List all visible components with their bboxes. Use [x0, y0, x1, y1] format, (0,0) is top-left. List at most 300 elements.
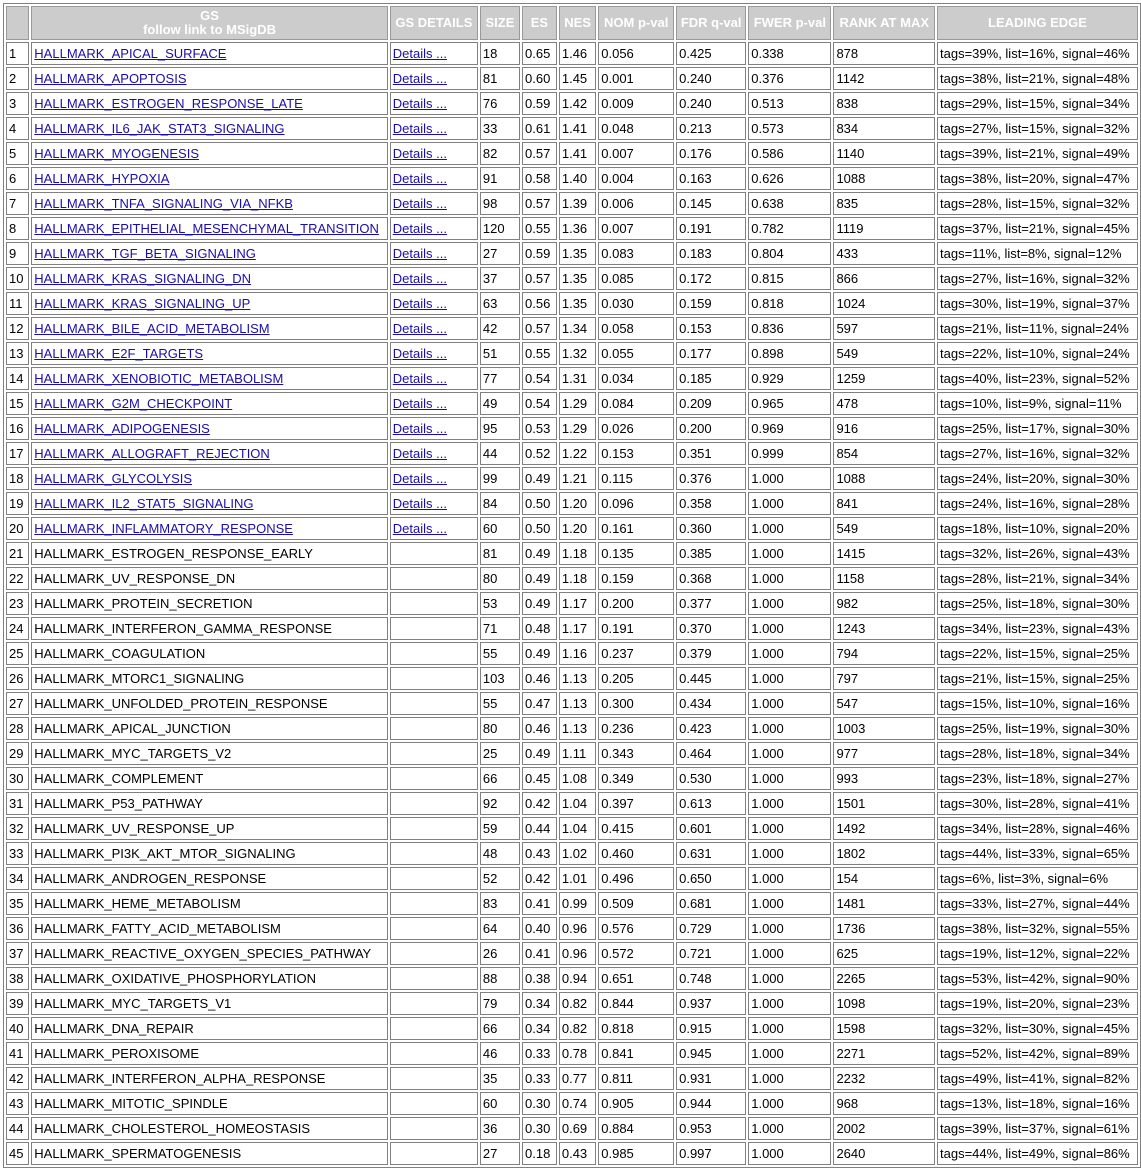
row-index: 7 [6, 192, 29, 215]
nes-cell: 1.22 [559, 442, 596, 465]
es-cell: 0.55 [522, 342, 557, 365]
leading-edge-cell: tags=25%, list=18%, signal=30% [937, 592, 1138, 615]
nes-cell: 1.40 [559, 167, 596, 190]
gene-set-link[interactable]: HALLMARK_BILE_ACID_METABOLISM [34, 321, 270, 336]
es-cell: 0.18 [522, 1142, 557, 1165]
gene-set-name-cell [31, 42, 387, 65]
gene-set-name: HALLMARK_SPERMATOGENESIS [34, 1146, 242, 1161]
gs-details-cell [390, 692, 478, 715]
size-cell: 92 [480, 792, 520, 815]
leading-edge-cell: tags=23%, list=18%, signal=27% [937, 767, 1138, 790]
rank-at-max-cell: 1158 [833, 567, 935, 590]
fdr-qval-cell: 0.944 [676, 1092, 746, 1115]
row-index: 2 [6, 67, 29, 90]
fwer-pval-cell: 1.000 [748, 817, 831, 840]
size-cell: 88 [480, 967, 520, 990]
details-link[interactable]: Details ... [392, 396, 447, 411]
leading-edge-cell: tags=24%, list=20%, signal=30% [937, 467, 1138, 490]
gene-set-name-cell [31, 1017, 387, 1040]
gene-set-link[interactable]: HALLMARK_APICAL_SURFACE [34, 46, 227, 61]
table-row [6, 267, 1138, 290]
fdr-qval-cell: 0.209 [676, 392, 746, 415]
details-link[interactable]: Details ... [392, 271, 447, 286]
nes-cell: 1.45 [559, 67, 596, 90]
table-row [6, 817, 1138, 840]
fwer-pval-cell: 1.000 [748, 492, 831, 515]
size-cell: 120 [480, 217, 520, 240]
fwer-pval-cell: 1.000 [748, 542, 831, 565]
es-cell: 0.65 [522, 42, 557, 65]
leading-edge-cell: tags=44%, list=33%, signal=65% [937, 842, 1138, 865]
row-index: 31 [6, 792, 29, 815]
gene-set-name-cell [31, 442, 387, 465]
es-cell: 0.45 [522, 767, 557, 790]
row-index: 5 [6, 142, 29, 165]
row-index: 36 [6, 917, 29, 940]
gene-set-name: HALLMARK_INTERFERON_GAMMA_RESPONSE [34, 621, 332, 636]
nom-pval-cell: 0.300 [598, 692, 674, 715]
row-index: 32 [6, 817, 29, 840]
nom-pval-cell: 0.415 [598, 817, 674, 840]
gene-set-link[interactable]: HALLMARK_IL2_STAT5_SIGNALING [34, 496, 254, 511]
row-index: 1 [6, 42, 29, 65]
leading-edge-cell: tags=10%, list=9%, signal=11% [937, 392, 1138, 415]
details-link[interactable]: Details ... [392, 246, 447, 261]
gs-details-cell [390, 617, 478, 640]
leading-edge-cell: tags=21%, list=11%, signal=24% [937, 317, 1138, 340]
leading-edge-cell: tags=37%, list=21%, signal=45% [937, 217, 1138, 240]
fdr-qval-cell: 0.748 [676, 967, 746, 990]
nes-cell: 0.43 [559, 1142, 596, 1165]
leading-edge-cell: tags=44%, list=49%, signal=86% [937, 1142, 1138, 1165]
leading-edge-cell: tags=38%, list=21%, signal=48% [937, 67, 1138, 90]
es-cell: 0.49 [522, 467, 557, 490]
size-cell: 64 [480, 917, 520, 940]
details-link[interactable]: Details ... [392, 371, 447, 386]
gs-details-cell [390, 642, 478, 665]
es-cell: 0.55 [522, 217, 557, 240]
es-cell: 0.46 [522, 667, 557, 690]
row-index: 3 [6, 92, 29, 115]
gs-details-cell [390, 942, 478, 965]
fdr-qval-cell: 0.172 [676, 267, 746, 290]
gene-set-name: HALLMARK_ANDROGEN_RESPONSE [34, 871, 267, 886]
es-cell: 0.42 [522, 792, 557, 815]
gene-set-name: HALLMARK_UV_RESPONSE_DN [34, 571, 236, 586]
fwer-pval-cell: 0.782 [748, 217, 831, 240]
nom-pval-cell: 0.205 [598, 667, 674, 690]
es-cell: 0.30 [522, 1092, 557, 1115]
rank-at-max-cell: 2640 [833, 1142, 935, 1165]
row-index: 34 [6, 867, 29, 890]
fdr-qval-cell: 0.159 [676, 292, 746, 315]
nes-cell: 1.13 [559, 692, 596, 715]
size-cell: 46 [480, 1042, 520, 1065]
details-link[interactable]: Details ... [392, 421, 447, 436]
nes-cell: 1.13 [559, 717, 596, 740]
gene-set-name-cell [31, 1117, 387, 1140]
gs-details-cell [390, 967, 478, 990]
table-row [6, 67, 1138, 90]
nom-pval-cell: 0.811 [598, 1067, 674, 1090]
leading-edge-cell: tags=33%, list=27%, signal=44% [937, 892, 1138, 915]
gs-details-cell [390, 67, 478, 90]
gs-details-cell [390, 292, 478, 315]
size-cell: 44 [480, 442, 520, 465]
table-row [6, 542, 1138, 565]
nom-pval-cell: 0.007 [598, 217, 674, 240]
rank-at-max-cell: 834 [833, 117, 935, 140]
gene-set-name-cell [31, 417, 387, 440]
gs-details-cell [390, 42, 478, 65]
rank-at-max-cell: 1142 [833, 67, 935, 90]
fdr-qval-cell: 0.631 [676, 842, 746, 865]
fwer-pval-cell: 0.338 [748, 42, 831, 65]
nes-cell: 1.42 [559, 92, 596, 115]
leading-edge-cell: tags=30%, list=19%, signal=37% [937, 292, 1138, 315]
gene-set-link[interactable]: HALLMARK_GLYCOLYSIS [34, 471, 193, 486]
table-row [6, 767, 1138, 790]
table-row [6, 242, 1138, 265]
gene-set-name-cell [31, 667, 387, 690]
nom-pval-cell: 0.096 [598, 492, 674, 515]
fdr-qval-cell: 0.370 [676, 617, 746, 640]
gene-set-link[interactable]: HALLMARK_ALLOGRAFT_REJECTION [34, 446, 270, 461]
nes-cell: 1.29 [559, 417, 596, 440]
header-fdr-qval: FDR q-val [676, 6, 746, 40]
gene-set-link[interactable]: HALLMARK_TNFA_SIGNALING_VIA_NFKB [34, 196, 293, 211]
gs-details-cell [390, 92, 478, 115]
nes-cell: 0.82 [559, 992, 596, 1015]
table-row [6, 117, 1138, 140]
table-row [6, 567, 1138, 590]
fdr-qval-cell: 0.650 [676, 867, 746, 890]
size-cell: 25 [480, 742, 520, 765]
details-link[interactable]: Details ... [392, 496, 447, 511]
gene-set-link[interactable]: HALLMARK_ADIPOGENESIS [34, 421, 210, 436]
es-cell: 0.54 [522, 367, 557, 390]
fwer-pval-cell: 1.000 [748, 1042, 831, 1065]
header-nes: NES [559, 6, 596, 40]
gene-set-link[interactable]: HALLMARK_XENOBIOTIC_METABOLISM [34, 371, 284, 386]
fdr-qval-cell: 0.434 [676, 692, 746, 715]
nes-cell: 0.69 [559, 1117, 596, 1140]
fdr-qval-cell: 0.185 [676, 367, 746, 390]
gene-set-name-cell [31, 942, 387, 965]
fdr-qval-cell: 0.379 [676, 642, 746, 665]
gene-set-name-cell [31, 792, 387, 815]
size-cell: 27 [480, 242, 520, 265]
details-link[interactable]: Details ... [392, 321, 447, 336]
fdr-qval-cell: 0.729 [676, 917, 746, 940]
nom-pval-cell: 0.200 [598, 592, 674, 615]
details-link[interactable]: Details ... [392, 171, 447, 186]
table-row [6, 142, 1138, 165]
rank-at-max-cell: 2232 [833, 1067, 935, 1090]
es-cell: 0.41 [522, 892, 557, 915]
leading-edge-cell: tags=19%, list=12%, signal=22% [937, 942, 1138, 965]
table-row [6, 342, 1138, 365]
gene-set-name: HALLMARK_PROTEIN_SECRETION [34, 596, 253, 611]
nes-cell: 1.08 [559, 767, 596, 790]
es-cell: 0.50 [522, 492, 557, 515]
table-row [6, 417, 1138, 440]
fwer-pval-cell: 1.000 [748, 1067, 831, 1090]
nom-pval-cell: 0.191 [598, 617, 674, 640]
fwer-pval-cell: 0.804 [748, 242, 831, 265]
table-row [6, 192, 1138, 215]
rank-at-max-cell: 993 [833, 767, 935, 790]
row-index: 4 [6, 117, 29, 140]
fwer-pval-cell: 1.000 [748, 1142, 831, 1165]
leading-edge-cell: tags=28%, list=15%, signal=32% [937, 192, 1138, 215]
leading-edge-cell: tags=49%, list=41%, signal=82% [937, 1067, 1138, 1090]
rank-at-max-cell: 2002 [833, 1117, 935, 1140]
rank-at-max-cell: 1098 [833, 992, 935, 1015]
fdr-qval-cell: 0.931 [676, 1067, 746, 1090]
fwer-pval-cell: 0.815 [748, 267, 831, 290]
fwer-pval-cell: 0.965 [748, 392, 831, 415]
leading-edge-cell: tags=18%, list=10%, signal=20% [937, 517, 1138, 540]
es-cell: 0.59 [522, 242, 557, 265]
nes-cell: 1.21 [559, 467, 596, 490]
table-row [6, 792, 1138, 815]
size-cell: 95 [480, 417, 520, 440]
fdr-qval-cell: 0.721 [676, 942, 746, 965]
details-link[interactable]: Details ... [392, 221, 447, 236]
es-cell: 0.57 [522, 267, 557, 290]
nes-cell: 1.16 [559, 642, 596, 665]
gene-set-name-cell [31, 217, 387, 240]
nom-pval-cell: 0.085 [598, 267, 674, 290]
nes-cell: 1.32 [559, 342, 596, 365]
fwer-pval-cell: 0.513 [748, 92, 831, 115]
details-link[interactable]: Details ... [392, 446, 447, 461]
gene-set-link[interactable]: HALLMARK_MYOGENESIS [34, 146, 200, 161]
fwer-pval-cell: 0.929 [748, 367, 831, 390]
gs-details-cell [390, 242, 478, 265]
size-cell: 33 [480, 117, 520, 140]
rank-at-max-cell: 1088 [833, 467, 935, 490]
row-index: 40 [6, 1017, 29, 1040]
gene-set-link[interactable]: HALLMARK_IL6_JAK_STAT3_SIGNALING [34, 121, 285, 136]
table-row [6, 392, 1138, 415]
nom-pval-cell: 0.153 [598, 442, 674, 465]
rank-at-max-cell: 835 [833, 192, 935, 215]
gene-set-link[interactable]: HALLMARK_APOPTOSIS [34, 71, 187, 86]
es-cell: 0.57 [522, 317, 557, 340]
gene-set-name-cell [31, 242, 387, 265]
row-index: 37 [6, 942, 29, 965]
fdr-qval-cell: 0.945 [676, 1042, 746, 1065]
es-cell: 0.57 [522, 142, 557, 165]
gs-details-cell [390, 917, 478, 940]
leading-edge-cell: tags=39%, list=21%, signal=49% [937, 142, 1138, 165]
gs-details-cell [390, 267, 478, 290]
es-cell: 0.40 [522, 917, 557, 940]
nom-pval-cell: 0.055 [598, 342, 674, 365]
leading-edge-cell: tags=13%, list=18%, signal=16% [937, 1092, 1138, 1115]
nes-cell: 1.41 [559, 117, 596, 140]
gs-details-cell [390, 142, 478, 165]
leading-edge-cell: tags=28%, list=18%, signal=34% [937, 742, 1138, 765]
gs-details-cell [390, 1117, 478, 1140]
leading-edge-cell: tags=38%, list=32%, signal=55% [937, 917, 1138, 940]
gene-set-link[interactable]: HALLMARK_ESTROGEN_RESPONSE_LATE [34, 96, 303, 111]
row-index: 38 [6, 967, 29, 990]
es-cell: 0.46 [522, 717, 557, 740]
nom-pval-cell: 0.034 [598, 367, 674, 390]
leading-edge-cell: tags=39%, list=37%, signal=61% [937, 1117, 1138, 1140]
table-row [6, 967, 1138, 990]
gs-details-cell [390, 1042, 478, 1065]
details-link[interactable]: Details ... [392, 346, 447, 361]
rank-at-max-cell: 478 [833, 392, 935, 415]
gs-details-cell [390, 492, 478, 515]
gene-set-name: HALLMARK_MITOTIC_SPINDLE [34, 1096, 228, 1111]
header-size: SIZE [480, 6, 520, 40]
gs-details-cell [390, 417, 478, 440]
nom-pval-cell: 0.006 [598, 192, 674, 215]
table-row [6, 442, 1138, 465]
size-cell: 99 [480, 467, 520, 490]
fdr-qval-cell: 0.176 [676, 142, 746, 165]
row-index: 9 [6, 242, 29, 265]
rank-at-max-cell: 1736 [833, 917, 935, 940]
rank-at-max-cell: 2265 [833, 967, 935, 990]
details-link[interactable]: Details ... [392, 296, 447, 311]
gene-set-name: HALLMARK_PI3K_AKT_MTOR_SIGNALING [34, 846, 296, 861]
gene-set-link[interactable]: HALLMARK_EPITHELIAL_MESENCHYMAL_TRANSITION [34, 221, 379, 236]
row-index: 22 [6, 567, 29, 590]
nom-pval-cell: 0.007 [598, 142, 674, 165]
nom-pval-cell: 0.026 [598, 417, 674, 440]
gs-details-cell [390, 517, 478, 540]
row-index: 26 [6, 667, 29, 690]
es-cell: 0.30 [522, 1117, 557, 1140]
gene-set-name-cell [31, 1142, 387, 1165]
row-index: 19 [6, 492, 29, 515]
gene-set-name-cell [31, 467, 387, 490]
gene-set-link[interactable]: HALLMARK_TGF_BETA_SIGNALING [34, 246, 256, 261]
leading-edge-cell: tags=30%, list=28%, signal=41% [937, 792, 1138, 815]
nes-cell: 1.20 [559, 492, 596, 515]
fwer-pval-cell: 1.000 [748, 792, 831, 815]
gs-details-cell [390, 542, 478, 565]
es-cell: 0.48 [522, 617, 557, 640]
nes-cell: 0.78 [559, 1042, 596, 1065]
details-link[interactable]: Details ... [392, 71, 447, 86]
leading-edge-cell: tags=25%, list=19%, signal=30% [937, 717, 1138, 740]
nes-cell: 1.13 [559, 667, 596, 690]
gene-set-name: HALLMARK_MYC_TARGETS_V2 [34, 746, 232, 761]
gs-details-cell [390, 792, 478, 815]
leading-edge-cell: tags=6%, list=3%, signal=6% [937, 867, 1138, 890]
row-index: 33 [6, 842, 29, 865]
details-link[interactable]: Details ... [392, 196, 447, 211]
details-link[interactable]: Details ... [392, 96, 447, 111]
leading-edge-cell: tags=32%, list=30%, signal=45% [937, 1017, 1138, 1040]
es-cell: 0.57 [522, 192, 557, 215]
size-cell: 103 [480, 667, 520, 690]
gs-details-cell [390, 1092, 478, 1115]
fwer-pval-cell: 0.638 [748, 192, 831, 215]
gs-details-cell [390, 342, 478, 365]
details-link[interactable]: Details ... [392, 121, 447, 136]
size-cell: 84 [480, 492, 520, 515]
details-link[interactable]: Details ... [392, 521, 447, 536]
rank-at-max-cell: 549 [833, 517, 935, 540]
gene-set-link[interactable]: HALLMARK_HYPOXIA [34, 171, 170, 186]
fwer-pval-cell: 1.000 [748, 1017, 831, 1040]
fwer-pval-cell: 1.000 [748, 1117, 831, 1140]
leading-edge-cell: tags=24%, list=16%, signal=28% [937, 492, 1138, 515]
rank-at-max-cell: 625 [833, 942, 935, 965]
table-row [6, 642, 1138, 665]
row-index: 15 [6, 392, 29, 415]
gene-set-link[interactable]: HALLMARK_G2M_CHECKPOINT [34, 396, 233, 411]
nes-cell: 1.01 [559, 867, 596, 890]
rank-at-max-cell: 838 [833, 92, 935, 115]
fdr-qval-cell: 0.530 [676, 767, 746, 790]
es-cell: 0.43 [522, 842, 557, 865]
gene-set-name: HALLMARK_CHOLESTEROL_HOMEOSTASIS [34, 1121, 311, 1136]
details-link[interactable]: Details ... [392, 146, 447, 161]
nom-pval-cell: 0.001 [598, 67, 674, 90]
size-cell: 81 [480, 67, 520, 90]
gs-details-cell [390, 167, 478, 190]
gene-set-link[interactable]: HALLMARK_E2F_TARGETS [34, 346, 204, 361]
gene-set-name-cell [31, 117, 387, 140]
fwer-pval-cell: 1.000 [748, 767, 831, 790]
nes-cell: 1.35 [559, 292, 596, 315]
row-index: 29 [6, 742, 29, 765]
rank-at-max-cell: 154 [833, 867, 935, 890]
gs-details-cell [390, 667, 478, 690]
gs-details-cell [390, 767, 478, 790]
nes-cell: 1.36 [559, 217, 596, 240]
gene-set-link[interactable]: HALLMARK_KRAS_SIGNALING_UP [34, 296, 251, 311]
nes-cell: 1.46 [559, 42, 596, 65]
details-link[interactable]: Details ... [392, 46, 447, 61]
table-row [6, 1017, 1138, 1040]
leading-edge-cell: tags=27%, list=15%, signal=32% [937, 117, 1138, 140]
nom-pval-cell: 0.084 [598, 392, 674, 415]
size-cell: 26 [480, 942, 520, 965]
size-cell: 49 [480, 392, 520, 415]
gene-set-link[interactable]: HALLMARK_KRAS_SIGNALING_DN [34, 271, 252, 286]
fdr-qval-cell: 0.423 [676, 717, 746, 740]
table-row [6, 1117, 1138, 1140]
details-link[interactable]: Details ... [392, 471, 447, 486]
size-cell: 18 [480, 42, 520, 65]
es-cell: 0.56 [522, 292, 557, 315]
table-row [6, 742, 1138, 765]
es-cell: 0.42 [522, 867, 557, 890]
gs-details-cell [390, 742, 478, 765]
nes-cell: 1.11 [559, 742, 596, 765]
gene-set-link[interactable]: HALLMARK_INFLAMMATORY_RESPONSE [34, 521, 293, 536]
nom-pval-cell: 0.576 [598, 917, 674, 940]
fdr-qval-cell: 0.915 [676, 1017, 746, 1040]
nom-pval-cell: 0.397 [598, 792, 674, 815]
nom-pval-cell: 0.115 [598, 467, 674, 490]
rank-at-max-cell: 1802 [833, 842, 935, 865]
leading-edge-cell: tags=19%, list=20%, signal=23% [937, 992, 1138, 1015]
fwer-pval-cell: 1.000 [748, 617, 831, 640]
size-cell: 52 [480, 867, 520, 890]
table-row [6, 717, 1138, 740]
